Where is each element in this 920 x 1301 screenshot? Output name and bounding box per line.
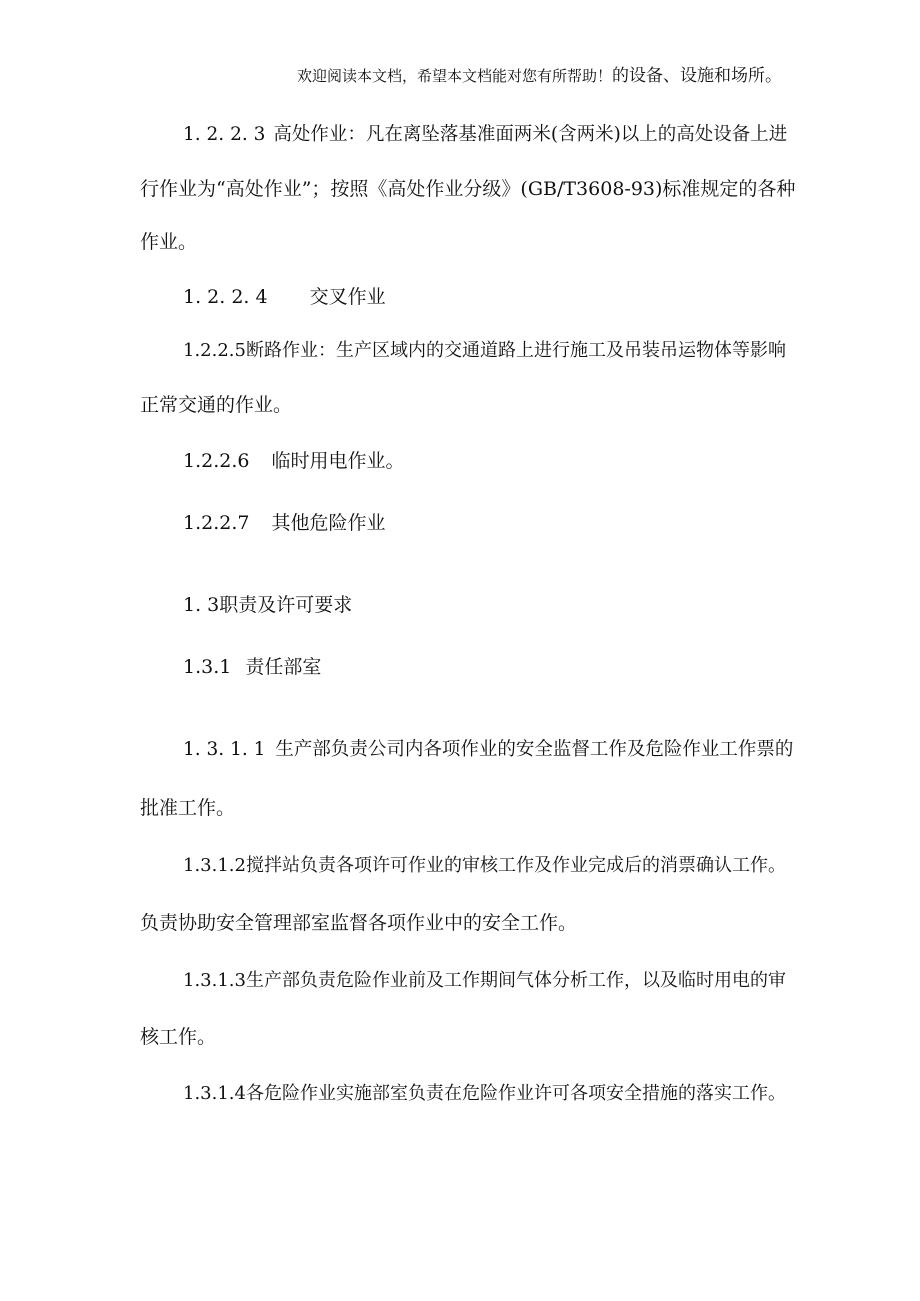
- section-heading-1-3: 1. 3职责及许可要求: [183, 594, 353, 616]
- paragraph-1-3-1-1-line-1: [183, 738, 793, 762]
- section-title: 责任部室: [245, 656, 322, 678]
- paragraph-1-3-1-2-line-1: 1.3.1.2搅拌站负责各项许可作业的审核工作及作业完成后的消票确认工作。: [183, 855, 786, 876]
- paragraph-1-2-2-4: [183, 285, 386, 309]
- paragraph-1-2-2-3-line-3: 作业。: [140, 231, 198, 253]
- section-number: 1. 3. 1. 1: [183, 739, 266, 760]
- paragraph-1-2-2-7: [183, 511, 386, 535]
- header-continuation: 的设备、设施和场所。: [612, 66, 782, 86]
- paragraph-1-2-2-6: [183, 449, 405, 473]
- paragraph-1-3-1-1-line-2: 批准工作。: [140, 797, 236, 819]
- page-header: [297, 64, 782, 88]
- paragraph-1-3-1-3-line-2: 核工作。: [140, 1026, 217, 1048]
- paragraph-1-2-2-3-line-1: [183, 123, 787, 147]
- section-number: 1.3.1: [183, 656, 232, 678]
- paragraph-1-2-2-5-line-2: 正常交通的作业。: [140, 394, 293, 416]
- section-number: 1. 2. 2. 4: [183, 286, 268, 308]
- section-number: 1.2.2.7: [183, 512, 250, 534]
- section-number: 1.2.2.6: [183, 450, 250, 472]
- paragraph-text: 高处作业：凡在离坠落基准面两米(含两米)以上的高处设备上进: [273, 124, 788, 145]
- paragraph-text: 临时用电作业。: [271, 450, 405, 472]
- paragraph-text: 其他危险作业: [271, 512, 386, 534]
- paragraph-1-2-2-3-line-2: 行作业为“高处作业”；按照《高处作业分级》(GB/T3608-93)标准规定的各种: [140, 178, 796, 200]
- paragraph-text: 交叉作业: [309, 286, 386, 308]
- section-heading-1-3-1: [183, 655, 321, 679]
- paragraph-1-3-1-3-line-1: 1.3.1.3生产部负责危险作业前及工作期间气体分析工作，以及临时用电的审: [183, 970, 786, 991]
- paragraph-1-2-2-5-line-1: 1.2.2.5断路作业：生产区域内的交通道路上进行施工及吊装吊运物体等影响: [183, 340, 786, 361]
- welcome-banner: 欢迎阅读本文档，希望本文档能对您有所帮助！: [296, 67, 612, 85]
- paragraph-1-3-1-4-line-1: 1.3.1.4各危险作业实施部室负责在危险作业许可各项安全措施的落实工作。: [183, 1083, 786, 1104]
- section-number: 1. 2. 2. 3: [183, 124, 266, 145]
- paragraph-1-3-1-2-line-2: 负责协助安全管理部室监督各项作业中的安全工作。: [140, 912, 578, 934]
- paragraph-text: 生产部负责公司内各项作业的安全监督工作及危险作业工作票的: [275, 739, 794, 760]
